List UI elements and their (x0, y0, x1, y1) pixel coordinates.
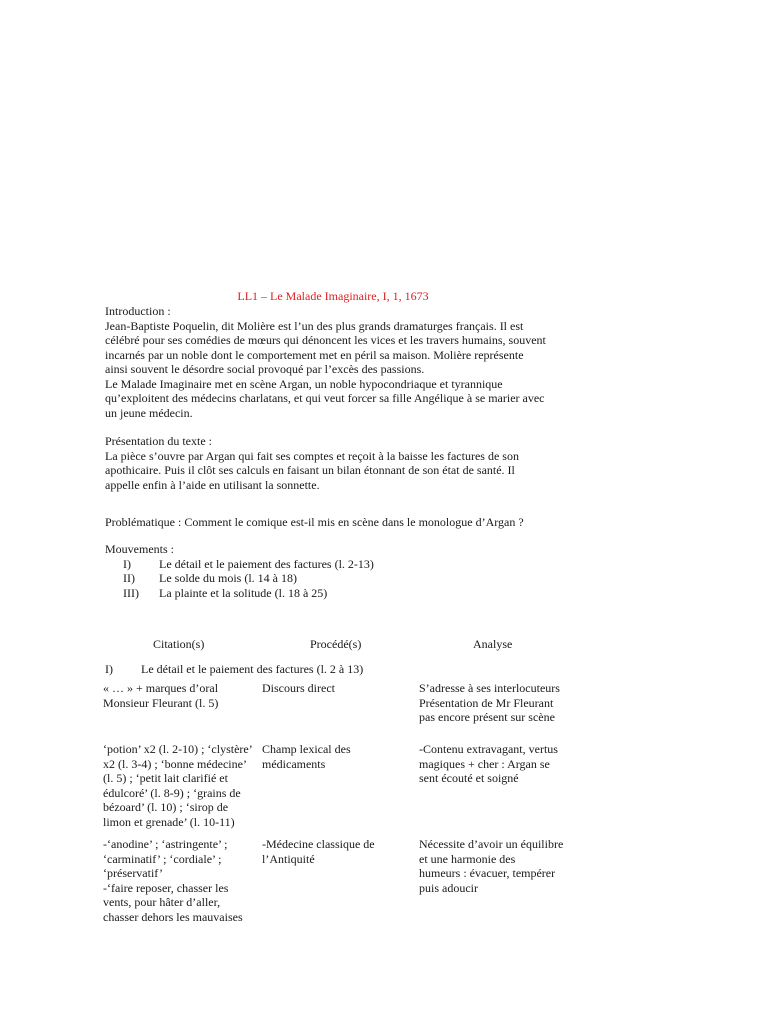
presentation-line: La pièce s’ouvre par Argan qui fait ses comptes et reçoit à la baisse les factures de son (105, 448, 519, 463)
mouvement-number: II) (123, 571, 135, 585)
mouvement-item (105, 586, 545, 601)
cell-line: Discours direct (262, 681, 335, 695)
mouvement-item (105, 571, 545, 586)
table-header-procedes: Procédé(s) (310, 637, 362, 651)
mouvement-text: La plainte et la solitude (l. 18 à 25) (159, 585, 328, 600)
table-cell-citation (103, 681, 258, 710)
cell-line: -Contenu extravagant, vertus (419, 742, 558, 756)
presentation-line: apothicaire. Puis il clôt ses calculs en faisant un bilan étonnant de son état de santé. Il (105, 463, 515, 477)
cell-line: « … » + marques d’oral (103, 681, 219, 695)
introduction-line: incarnés par un noble dont le comportement met en péril sa maison. Molière représente (105, 347, 524, 362)
cell-line: l’Antiquité (262, 851, 315, 866)
problematique-text: Problématique : Comment le comique est-il mis en scène dans le monologue d’Argan ? (105, 515, 524, 529)
introduction-line: Jean-Baptiste Poquelin, dit Molière est l’un des plus grands dramaturges français. Il est (105, 318, 524, 333)
cell-line: Champ lexical des (262, 742, 351, 756)
mouvements-heading: Mouvements : (105, 542, 174, 556)
mouvement-text: Le solde du mois (l. 14 à 18) (159, 571, 297, 585)
cell-line: puis adoucir (419, 880, 478, 895)
cell-line: -Médecine classique de (262, 837, 375, 851)
presentation-section (105, 434, 545, 492)
cell-line: Monsieur Fleurant (l. 5) (103, 695, 219, 710)
cell-line: pas encore présent sur scène (419, 710, 555, 724)
table-header-analyse: Analyse (473, 637, 513, 651)
table-cell-procede (262, 742, 417, 771)
cell-line: Nécessite d’avoir un équilibre (419, 837, 564, 851)
cell-line: ‘potion’ x2 (l. 2-10) ; ‘clystère’ (103, 742, 253, 756)
cell-line: S’adresse à ses interlocuteurs (419, 681, 560, 695)
cell-line: sent écouté et soigné (419, 771, 519, 785)
table-cell-citation (103, 837, 258, 924)
cell-line: magiques + cher : Argan se (419, 756, 550, 771)
cell-line: Présentation de Mr Fleurant (419, 695, 554, 710)
introduction-line: ainsi souvent le désordre social provoqué par l’excès des passions. (105, 362, 425, 376)
table-cell-analyse (419, 681, 574, 725)
introduction-line: un jeune médecin. (105, 405, 193, 420)
cell-line: -‘anodine’ ; ‘astringente’ ; (103, 837, 228, 851)
cell-line: ‘préservatif’ (103, 866, 163, 880)
table-cell-procede (262, 837, 417, 866)
mouvement-number: I) (123, 556, 131, 571)
document-title: LL1 – Le Malade Imaginaire, I, 1, 1673 (237, 289, 429, 303)
table-section-heading (105, 662, 363, 677)
introduction-line: qu’exploitent des médecins charlatans, et qui veut forcer sa fille Angélique à se marier avec (105, 391, 545, 405)
cell-line: (l. 5) ; ‘petit lait clarifié et (103, 771, 228, 785)
table-cell-analyse (419, 837, 574, 895)
cell-line: et une harmonie des (419, 851, 516, 866)
cell-line: ‘carminatif’ ; ‘cordiale’ ; (103, 851, 222, 866)
table-cell-analyse (419, 742, 574, 786)
cell-line: x2 (l. 3-4) ; ‘bonne médecine’ (103, 756, 247, 771)
presentation-line: appelle enfin à l’aide en utilisant la sonnette. (105, 477, 320, 492)
cell-line: limon et grenade’ (l. 10-11) (103, 814, 235, 829)
presentation-heading: Présentation du texte : (105, 434, 212, 448)
introduction-line: célébré pour ses comédies de mœurs qui dénoncent les vices et les travers humains, souvent (105, 333, 546, 347)
introduction-section (105, 304, 545, 420)
introduction-heading: Introduction : (105, 304, 171, 318)
problematique-section (105, 515, 545, 530)
table-cell-citation (103, 742, 258, 829)
section-title: Le détail et le paiement des factures (l. 2 à 13) (141, 662, 364, 676)
cell-line: chasser dehors les mauvaises (103, 909, 243, 924)
cell-line: humeurs : évacuer, tempérer (419, 866, 556, 880)
cell-line: médicaments (262, 756, 326, 771)
mouvement-number: III) (123, 585, 139, 600)
cell-line: -‘faire reposer, chasser les (103, 880, 229, 895)
mouvements-section (105, 542, 545, 600)
introduction-line: Le Malade Imaginaire met en scène Argan, un noble hypocondriaque et tyrannique (105, 376, 503, 391)
cell-line: édulcoré’ (l. 8-9) ; ‘grains de (103, 785, 241, 800)
mouvement-item (105, 557, 545, 572)
mouvement-text: Le détail et le paiement des factures (l. 2-13) (159, 556, 374, 571)
section-number: I) (105, 662, 113, 676)
cell-line: vents, pour hâter d’aller, (103, 895, 221, 909)
cell-line: bézoard’ (l. 10) ; ‘sirop de (103, 800, 229, 814)
table-header-citations: Citation(s) (153, 637, 205, 651)
table-cell-procede (262, 681, 417, 696)
